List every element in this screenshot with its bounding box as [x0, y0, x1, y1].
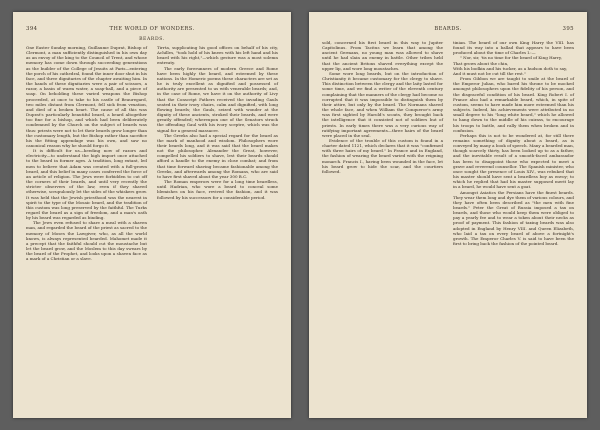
paragraph: Perhaps this is not to be wondered at, for still there remains something of dignity about a beard, as is conveyed by many a book of speech. Many a bearded man, though scarcely thirty, has been looked up to as a father, and the inevitable result of a smooth-faced ambassador has been to disappoint those who expected to meet a grave and reverend counsellor. The Spanish minister, who once sought the presence of Louis XIV., was rebuked that his master should have sent a beardless boy as envoy; to which he replied that had his master supposed merit lay in a beard, he would have sent a goat. — [453, 132, 574, 190]
page-number: 395 — [562, 26, 574, 32]
left-page-column-1 — [26, 45, 147, 262]
paragraph: One Easter Sunday morning, Guillaume Duprat, Bishop of Clermont, a man sufficiently distinguished in his own day as an envoy of the king to the Council of Trent, and whose memory has come down through succeeding generations as the builder of the College of Jesuits at Paris—entering the porch of his cathedral, found the inner door shut in his face, and three dignitaries of the chapter awaiting him. In the hands of these dignitaries were a pair of scissors, a razor, a basin of warm water, a soap-ball, and a piece of soap. On beholding these varied weapons the Bishop proceeded, at once to take to his castle of Beauregard, two miles distant from Clermont, fell sick from vexation, and died of a broken heart. The cause of all this was Duprat's particularly beautiful beard, a beard altogether too fine for a bishop, and which had been deliberately condemned by the Church on the subject of beards was thus: priests were not to let their beards grow longer than the customary length, but the Bishop rather than sacrifice his the fitting appendage was his own, and saw no canonical reason why he should forgo it. — [26, 45, 147, 148]
paragraph: Amongst Asiatics the Persians have the finest beards. They wear them long and dye them of various colours, and they have often been described as "the men with fine beards." Peter the Great of Russia imposed a tax on beards, and those who would keep them were obliged to pay a yearly fee and to wear a token about their necks as proof of payment. This fashion of taxing beards was also adopted in England by Henry VIII. and Queen Elizabeth, who laid a tax on every beard of above a fortnight's growth. The Emperor Charles V. is said to have been the first to bring back the fashion of the pointed beard. — [453, 189, 574, 247]
section-heading: BEARDS. — [139, 37, 165, 42]
text-columns — [26, 45, 278, 262]
paragraph: The Greeks also had a special regard for the beard as the mark of manhood and wisdom. Philosophers wore their beards long, and it was said that the beard makes not the philosopher. Alexander the Great, however, compelled his soldiers to shave, lest their beards should afford a handle to the enemy in close combat; and from that time forward shaving became fashionable among the Greeks, and afterwards among the Romans, who are said to have first shaved about the year 300 B.C. — [157, 132, 278, 179]
running-head — [322, 24, 574, 36]
left-page — [13, 12, 291, 418]
paragraph: The early forerunners of modern Greece and Rome have been highly the beard, and esteemed by these nations. In the Homeric poems these characters are set as he is truly excellent as dignified and possessed of authority are presented to us with venerable beards; and, in the case of Rome, we have it on the authority of Livy that the Conscript Fathers received the invading Gauls seated in their ivory chairs, calm and dignified, with long flowing beards; the Gauls, seized with wonder at the dignity of these ancients, stroked their beards, and were greatly offended; whereupon one of the Senators struck the offending Gaul with his ivory sceptre, which was the signal for a general massacre. — [157, 65, 278, 133]
paragraph: Tirrta, supplicating his good offices on behalf of his city, Achilles, "took hold of his knees with his left hand and his beard with his right,"—which gesture was a most solemn entreaty. — [157, 45, 278, 66]
paragraph: Some wore long beards, but on the introduction of Christianity it became customary for the clergy to shave. This distinction between the clergy and the laity lasted for some time, and we find a writer of the eleventh century complaining that the manners of the clergy had become so corrupted that it was impossible to distinguish them by their attire, but only by the beard. The Normans shaved the whole face, and when William the Conqueror's army was first sighted by Harold's scouts, they brought back the intelligence that it consisted not of soldiers but of priests. In early times there was a very curious way of ratifying important agreements—three hairs of the beard were placed in the seal. — [322, 70, 443, 138]
verse-quotation: " Nor, sir, 'tis no time for the beard of King Harry, That grows about the chin, With his bodkin and his tucker, as a hudson doth to say, And it must not be cut till the rest." — [453, 55, 568, 76]
running-head — [26, 24, 278, 36]
paragraph: It is difficult for us—heeding now of razors and electricity—to understand the high import once attached to the beard in former ages. A tradition, long extant, led men to believe that Adam was created with a full-grown beard, and this belief in many cases conferred the force of an article of religion. The Jews were forbidden to cut off the corners of their beards, and until very recently the stricter observers of the law, even if they shaved otherwise, scrupulously let the sides of the whiskers grow. It was held that the Jewish priesthood was the nearest in spirit to the type of the Mosaic beard, and the tradition of this custom was long preserved by the faithful. The Turks regard the beard as a sign of freedom, and a man's oath by his beard was regarded as binding. — [26, 148, 147, 221]
paragraph: From Gibbon we are taught to smile at the beard of the Emperor Julian, who bared his throne to be mocked amongst philosophers upon the fidelity of his person, and the disgraceful condition of his beard. King Robert I. of France also had a remarkable beard, which, in spite of custom, seems to have made him more esteemed than his subjects. Indeed, his achievements were attributed in no small degree to his "long white beard," which he allowed to hang down to the middle of his cuirass, to encourage his troops to battle, and rally them when broken and in confusion. — [453, 76, 574, 133]
paragraph: tinian. The beard of our own King Harry the VIII. has found its way into a ballad that appears to have been produced about the time of Charles I.:— — [453, 40, 574, 56]
paragraph: The Roman emperors were for a long time beardless, until Hadrian, who wore a beard to conceal some blemishes on his face, revived the fashion, and it was followed by his successors for a considerable period. — [157, 179, 278, 200]
paragraph: The Jews even refused to share a meal with a shaven man, and regarded the beard of the priest as sacred to the memory of Moses the Lawgiver, who, as all the world knows, is always represented bearded. Mahomet made it a precept that the faithful should cut the moustache but let the beard grow, and the Moslem to this day swears by the beard of the Prophet, and looks upon a shaven face as a mark of a Christian or a slave. — [26, 220, 147, 262]
paragraph: Evidence of the trouble of this custom is found in a charter dated 1121, which declares that it was "confirmed with three hairs of my beard." In France and in England, the fashion of wearing the beard varied with the reigning monarch. Francis I., having been wounded in the face, let his beard grow to hide the scar, and the courtiers followed. — [322, 137, 443, 174]
running-title: THE WORLD OF WONDERS. — [109, 26, 195, 32]
paragraph: sold, concerned his first beard in this way to Jupiter Capitolinus. From Tacitus we learn that among the ancient Germans, no young man was allowed to shave until he had slain an enemy in battle. Other tribes held that the ancient Britons shaved everything except the upper lip, and wore long moustaches. — [322, 40, 443, 71]
right-page-column-1 — [322, 40, 443, 246]
right-page-column-2 — [453, 40, 574, 246]
left-page-column-2 — [157, 45, 278, 262]
running-title: BEARDS. — [434, 26, 462, 32]
text-columns — [322, 40, 574, 246]
right-page — [309, 12, 587, 418]
page-number: 394 — [26, 26, 38, 32]
